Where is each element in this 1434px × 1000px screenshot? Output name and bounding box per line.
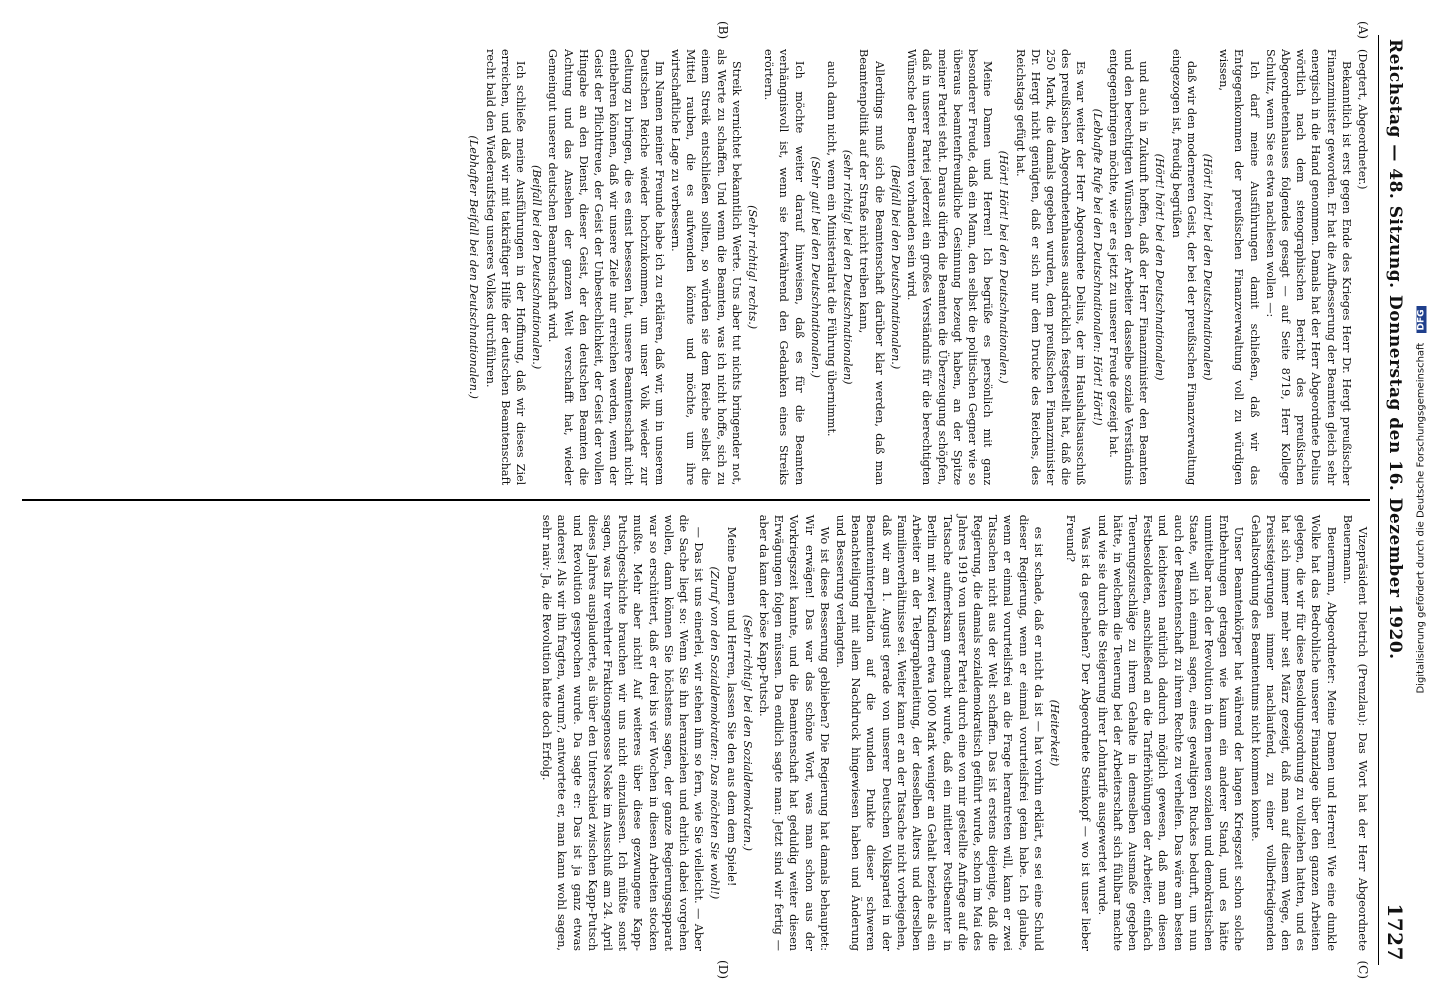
paragraph: — Das ist uns einerlei, wir stehen ihm so fern, wie Sie vielleicht. — Aber die Sache liegt so: Wenn Sie ihn heranziehen und ehrlich dabei vorgehen wollen, dann können Sie höchstens sagen, der ganze Regierungsapparat war so erschüttert, daß er drei bis vier Wochen in diesen Arbeiten stocken mußte. Mehr aber nicht! Auf weiteres über diese gezwungene Kapp-Putschgeschichte brauchen wir uns nicht einzulassen. Ich müßte sonst sagen, was Ihr verehrter Fraktionsgenosse Noske im Ausschuß am 24. April dieses Jahres ausplauderte, als über den Unterschied zwischen Kapp-Putsch und Revolution gesprochen wurde. Da sagte er: Das ist ja ganz etwas anderes! Als wir ihn fragten, warum?, antwortete er, man kann wohl sagen, sehr naiv: Ja, die Revolution hatte doch Erfolg. [540,514,706,951]
paragraph: Streik vernichtet bekanntlich Werte. Uns aber tut nichts bringender not, als Werte zu schaffen. Und wenn die Beamten, was ich nicht hoffe, sich zu einem Streik entschließen sollten, so würden sie dem Reiche selbst die Mittel rauben, die es aufwenden könnte und möchte, um ihre wirtschaftliche Lage zu verbessern. [669,49,743,486]
paragraph: Vizepräsident Dietrich (Prenzlau): Das Wort hat der Herr Abgeordnete Beuermann. [1340,514,1369,951]
interjection: (Hört! hört! bei den Deutschnationalen) [1200,153,1214,381]
paragraph: Bekanntlich ist erst gegen Ende des Krieges Herr Dr. Hergt preußischer Finanzminister geworden. Er hat die Aufbesserung der Beamten gleich sehr energisch in die Hand genommen. Damals hat der Herr Abgeordnete Delius wörtlich nach dem stenographischen Bericht des preußischen Abgeordnetenhauses folgendes gesagt — auf Seite 8719, Herr Kollege Schultz, wenn Sie es etwa nachlesen wollen —: [1263,49,1353,486]
credit-text: Digitalisierung gefördert durch die Deutsche Forschungsgemeinschaft [1415,342,1427,694]
interjection: (Hört! Hört! bei den Deutschnationalen.) [997,150,1011,384]
paragraph: Im Namen meiner Freunde habe ich zu erklären, daß wir, um in unserem Deutschen Reiche wieder hochzukommen, um unser Volk wieder zur Geltung zu bringen, die es einst besessen hat, unsere Beamtenschaft nicht entbehren können, daß wir unsere Ziele nur erreichen werden, wenn der Geist der Pflichttreue, der Geist der Unbestechlichkeit, der Geist der vollen Hingabe an den Dienst, dieser Geist, der den deutschen Beamten die Achtung und das Ansehen der ganzen Welt verschafft hat, wieder Gemeingut unserer deutschen Beamtenschaft wird. [546,49,666,486]
right-column [22,501,1370,979]
interjection: (Beifall bei den Deutschnationalen.) [530,165,544,370]
paragraph: Unser Beamtenkörper hat während der langen Kriegszeit schon solche Entbehrungen getragen wie kaum ein anderer Stand, und es hätte unmittelbar nach der Revolution in dem neuen sozialen und demokratischen Staate, will ich einmal sagen, eines gewaltigen Ruckes bedurft, um nun auch der Beamtenschaft zu ihrem Rechte zu verhelfen. Das wäre am besten und leichtesten natürlich dadurch möglich gewesen, daß man diesen Festbesoldeten, anschließend an die Tariferhöhungen der Arbeiter, einfach Teuerungszuschläge zu ihrem Gehalte in demselben Ausmaße gegeben hätte, in welchem die Teuerung bei der Arbeiterschaft sich fühlbar machte und wie sie durch die Steigerung ihrer Lohntarife ausgewertet wurde. [1095,514,1246,951]
paragraph: Wo ist diese Besserung geblieben? Die Regierung hat damals behauptet: Wir erwägen! Das war das schöne Wort, was man schon aus der Vorkriegszeit kannte, und die Beamtenschaft hat geduldig weiter diesen Erwägungen folgen müssen. Da endlich sagte man: Jetzt sind wir fertig — aber da kam der böse Kapp-Putsch. [757,514,831,951]
paragraph: daß wir den moderneren Geist, der bei der preußischen Finanzverwaltung eingezogen ist, freudig begrüßen [1169,49,1198,486]
paragraph: und auch in Zukunft hoffen, daß der Herr Finanzminister den Beamten und den berechtigten Wünschen der Arbeiter dasselbe soziale Verständnis entgegenbringen möchte, wie er es jetzt zu unserer Freude gezeigt hat. [1106,49,1151,486]
interjection: (Sehr gut! bei den Deutschnationalen.) [808,156,822,378]
left-column [22,21,1370,499]
interjection: (Beifall bei den Deutschnationalen.) [888,165,902,370]
paragraph: Ich darf meine Ausführungen damit schließen, daß wir das Entgegenkommen der preußischen Finanzverwaltung voll zu würdigen wissen, [1217,49,1261,486]
paragraph: Meine Damen und Herren! Ich begrüße es persönlich mit ganz besonderer Freude, daß ein Mann, den selbst die politischen Gegner wie so überaus beamtenfreundliche Gesinnung bezeugt haben, an der Spitze meiner Partei steht. Daraus dürfen die Beamten die Überzeugung schöpfen, daß in unserer Partei jederzeit ein großes Verständnis für die berechtigten Wünsche der Beamten vorhanden sein wird. [905,49,995,486]
interjection: (sehr richtig! bei den Deutschnationalen) [841,149,855,385]
paragraph: auch dann nicht, wenn ein Ministerialrat die Führung übernimmt. [825,61,839,437]
interjection: (Sehr richtig! rechts.) [746,205,760,330]
paragraph: Ich möchte weiter darauf hinweisen, daß es für die Beamten verhängnisvoll ist, wenn sie fortwährend den Gedanken eines Streiks erörtern. [762,49,806,486]
dfg-logo: DFG [1417,306,1427,333]
page-header [1378,35,1412,965]
page-number: 1727 [1383,903,1408,961]
document-page [22,21,1412,979]
margin-marker-c: (C) [1356,960,1370,979]
paragraph: Meine Damen und Herren, lassen Sie den aus dem dem Spiele! [724,526,738,887]
interjection: (Lebhafte Rufe bei den Deutschnationalen: Hört! Hört!) [1090,108,1104,426]
margin-marker-b: (B) [716,21,730,40]
paragraph: Beuermann, Abgeordneter: Meine Damen und Herren! Wie eine dunkle Wolke hat das Bedrohliche unserer Finanzlage über den ganzen Arbeiten gelegen, die wir für diese Besoldungsordnung zu vollziehen hatten, und es hat sich immer mehr seit März gezeigt, daß man auf diesem Wege, den Preissteigerungen immer nachlaufend, zu einer vollbefriedigenden Gehaltsordnung des Beamtentums nicht kommen konnte. [1248,514,1338,951]
header-title: Reichstag — 48. Sitzung. Donnerstag den 16. Dezember 1920. [1385,39,1406,660]
text-columns [22,21,1370,979]
interjection: (Heiterkeit) [1047,699,1061,767]
paragraph: es ist schade, daß er nicht da ist — hat vorhin erklärt, es sei eine Schuld dieser Regierung, wenn er einmal vorurteilsfrei getan habe. Ich glaube, wenn er einmal vorurteilsfrei an die Frage herantreten will, kann er zwei Tatsachen nicht aus der Welt schaffen. Das ist erstens diejenige, daß die Regierung, die damals sozialdemokratisch geführt wurde, schon im Mai des Jahres 1919 von unserer Partei durch eine von mir gestellte Anfrage auf die Tatsache aufmerksam gemacht wurde, daß ein mittlerer Postbeamter in Berlin mit zwei Kindern etwa 1000 Mark weniger an Gehalt beziehe als ein Arbeiter an der Telegraphenleitung, der desselben Alters und derselben Familienverhältnisse sei. Weiter kann er an der Tatsache nicht vorbeigehen, daß wir am 1. August gerade von unserer Deutschen Volkspartei in der Beamteninterpellation auf die wunden Punkte dieser schweren Benachteiligung mit allem Nachdruck hingewiesen haben und Änderung und Besserung verlangten. [834,514,1045,951]
interjection: (Sehr richtig! bei den Sozialdemokraten.) [740,614,754,851]
interjection: (Hört! hört! bei den Deutschnationalen) [1153,153,1167,381]
paragraph: Allerdings muß sich die Beamtenschaft darüber klar werden, daß man Beamtenpolitik auf der Straße nicht treiben kann, [857,49,886,486]
margin-marker-a: (A) [1356,21,1370,40]
paragraph: Ich schließe meine Ausführungen in der Hoffnung, daß wir dieses Ziel erreichen, und daß wir mit tatkräftiger Hilfe der deutschen Beamtenschaft recht bald den Wiederaufstieg unseres Volkes durchführen. [483,49,528,486]
digitization-credit [1410,0,1432,1000]
interjection: (Lebhafter Beifall bei den Deutschnationalen.) [467,135,481,399]
interjection: (Zuruf von den Sozialdemokraten: Das möchten Sie wohl!) [708,566,722,900]
paragraph: Es war weiter der Herr Abgeordnete Delius, der im Haushaltsausschuß des preußischen Abgeordnetenhauses ausdrücklich festgestellt hat, daß die 250 Mark, die damals gegeben wurden, dem preußischen Finanzminister Dr. Hergt nicht genügten, daß er sich nur dem Drucke des Reiches, des Reichstags gefügt hat. [1013,49,1088,486]
paragraph: Was ist da geschehen? Der Abgeordnete Steinkopf — wo ist unser lieber Freund? [1064,514,1093,951]
paragraph: (Degtert, Abgeordneter.) [1356,49,1369,190]
margin-marker-d: (D) [716,960,730,979]
